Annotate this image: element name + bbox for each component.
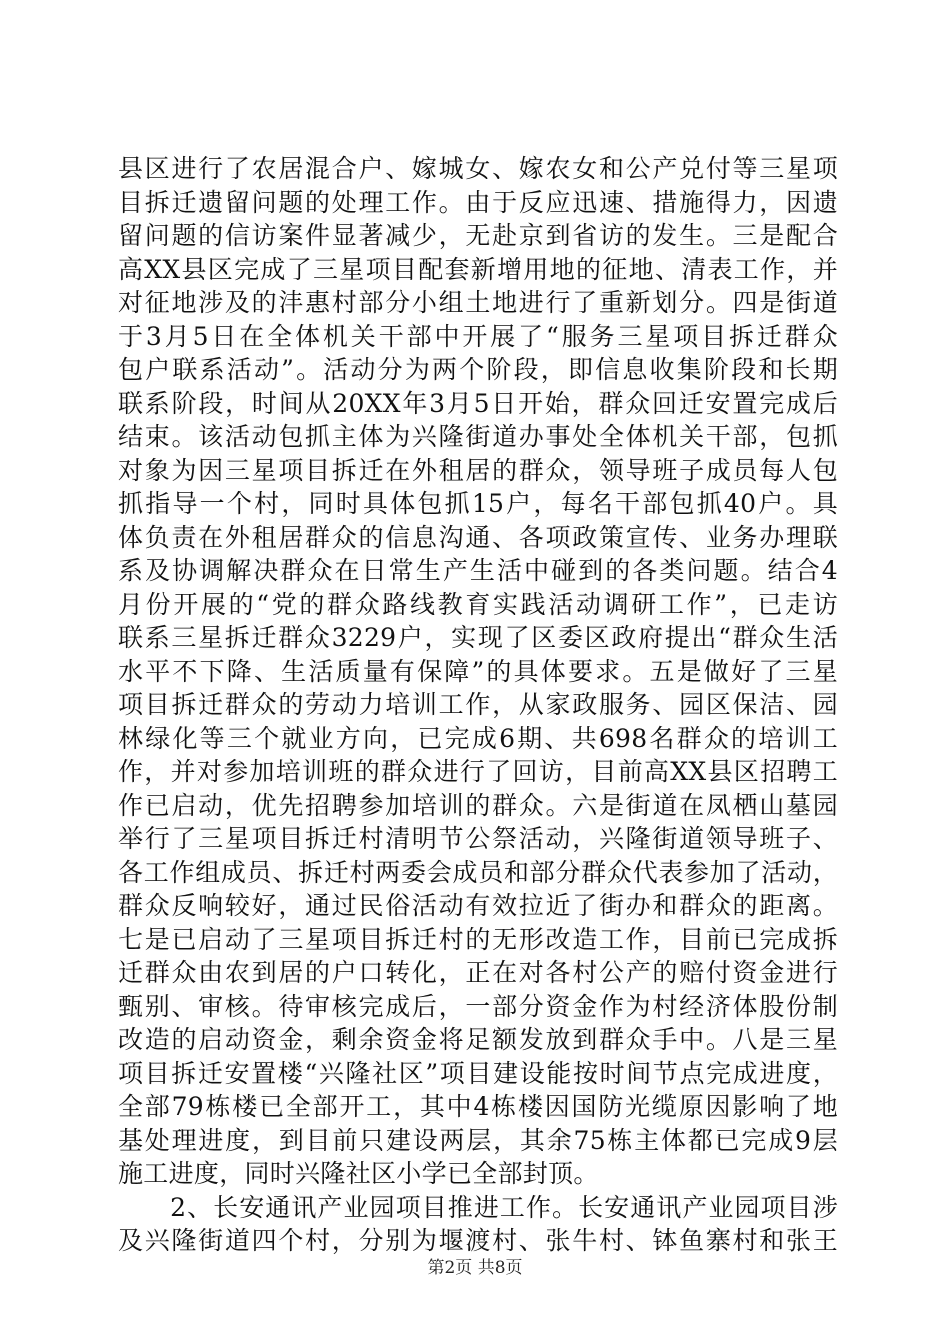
text-line: 林绿化等三个就业方向，已完成6期、共698名群众的培训工	[118, 723, 838, 753]
text-line: 举行了三星项目拆迁村清明节公祭活动，兴隆街道领导班子、	[118, 824, 838, 853]
text-line: 项目拆迁安置楼“兴隆社区”项目建设能按时间节点完成进度，	[118, 1058, 838, 1088]
text-line: 抓指导一个村，同时具体包抓15户，每名干部包抓40户。具	[118, 489, 838, 518]
text-line: 全部79栋楼已全部开工，其中4栋楼因国防光缆原因影响了地	[118, 1092, 838, 1121]
text-line: 联系三星拆迁群众3229户，实现了区委区政府提出“群众生活	[118, 623, 838, 652]
text-line: 各工作组成员、拆迁村两委会成员和部分群众代表参加了活动，	[118, 857, 838, 887]
text-line: 改造的启动资金，剩余资金将足额发放到群众手中。八是三星	[118, 1025, 838, 1054]
text-line: 2、长安通讯产业园项目推进工作。长安通讯产业园项目涉	[118, 1192, 838, 1222]
text-line: 月份开展的“党的群众路线教育实践活动调研工作”，已走访	[118, 589, 838, 619]
text-line: 迁群众由农到居的户口转化，正在对各村公产的赔付资金进行	[118, 958, 838, 987]
text-line: 基处理进度，到目前只建设两层，其余75栋主体都已完成9层	[118, 1125, 838, 1155]
text-line: 七是已启动了三星项目拆迁村的无形改造工作，目前已完成拆	[118, 924, 838, 954]
text-line: 联系阶段，时间从20XX年3月5日开始，群众回迁安置完成后	[118, 388, 838, 418]
text-line: 留问题的信访案件显著减少，无赴京到省访的发生。三是配合	[118, 221, 838, 250]
text-line: 项目拆迁群众的劳动力培训工作，从家政服务、园区保洁、园	[118, 690, 838, 719]
text-line: 作已启动，优先招聘参加培训的群众。六是街道在凤栖山墓园	[118, 790, 838, 820]
text-line: 及兴隆街道四个村，分别为堰渡村、张牛村、钵鱼寨村和张王	[118, 1226, 838, 1255]
text-line: 施工进度，同时兴隆社区小学已全部封顶。	[118, 1159, 599, 1188]
text-line: 水平不下降、生活质量有保障”的具体要求。五是做好了三星	[118, 656, 838, 686]
text-line: 结束。该活动包抓主体为兴隆街道办事处全体机关干部，包抓	[118, 422, 838, 451]
text-line: 县区进行了农居混合户、嫁城女、嫁农女和公产兑付等三星项	[118, 154, 838, 183]
text-line: 体负责在外租居群众的信息沟通、各项政策宣传、业务办理联	[118, 522, 838, 552]
text-line: 包户联系活动”。活动分为两个阶段，即信息收集阶段和长期	[118, 355, 838, 384]
text-line: 目拆迁遗留问题的处理工作。由于反应迅速、措施得力，因遗	[118, 187, 838, 217]
text-line: 群众反响较好，通过民俗活动有效拉近了街办和群众的距离。	[118, 891, 838, 920]
text-line: 作，并对参加培训班的群众进行了回访，目前高XX县区招聘工	[118, 757, 838, 786]
page-number-footer: 第2页 共8页	[427, 1258, 523, 1278]
text-line: 系及协调解决群众在日常生产生活中碰到的各类问题。结合4	[118, 556, 838, 585]
text-line: 甄别、审核。待审核完成后，一部分资金作为村经济体股份制	[118, 991, 838, 1021]
text-line: 对征地涉及的沣惠村部分小组土地进行了重新划分。四是街道	[118, 288, 838, 317]
text-line: 高XX县区完成了三星项目配套新增用地的征地、清表工作，并	[118, 254, 838, 284]
text-line: 于3月5日在全体机关干部中开展了“服务三星项目拆迁群众	[118, 321, 838, 351]
document-body	[118, 152, 838, 1258]
text-line: 对象为因三星项目拆迁在外租居的群众，领导班子成员每人包	[118, 455, 838, 485]
